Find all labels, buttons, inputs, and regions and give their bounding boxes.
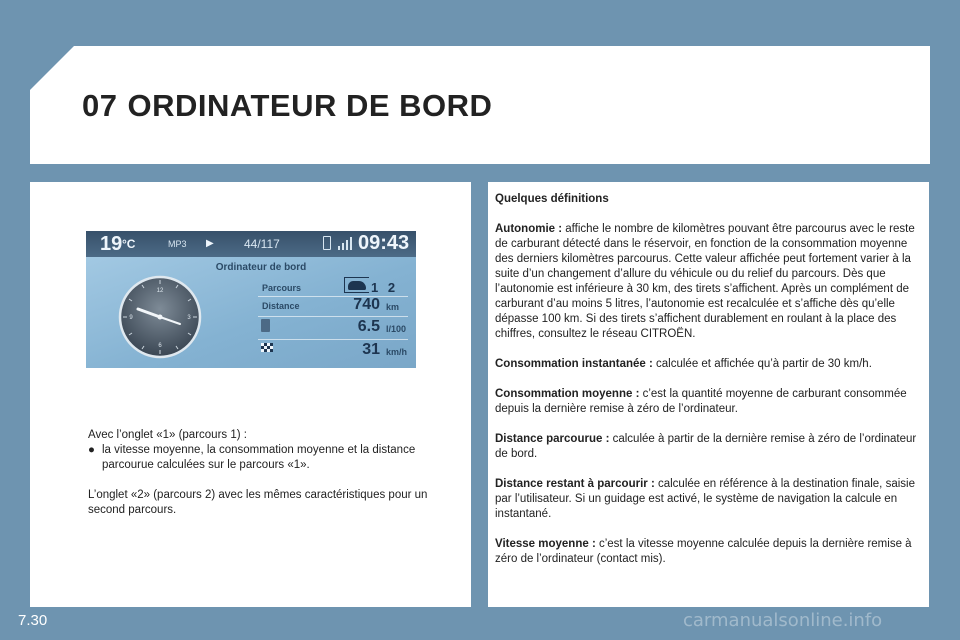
definition-term: Consommation instantanée : — [495, 358, 653, 370]
tab2-text: L’onglet «2» (parcours 2) avec les mêmes caractéristiques pour un second parcours. — [88, 489, 428, 516]
chapter-title-text: ORDINATEUR DE BORD — [127, 88, 493, 123]
route-label: Parcours — [262, 283, 302, 293]
route-tabs: 1 2 — [371, 280, 399, 295]
definition-text: c’est la vitesse moyenne calculée depuis la dernière remise à zéro de l’ordinateur (contact mis). — [495, 538, 912, 565]
onboard-computer-display — [86, 231, 416, 368]
checkered-flag-icon — [261, 343, 273, 352]
temperature-unit: °C — [122, 237, 136, 251]
play-icon: ▶ — [206, 238, 214, 249]
definition-distance-remaining — [495, 477, 925, 522]
audio-source: MP3 — [168, 239, 187, 249]
watermark: carmanualsonline.info — [683, 610, 883, 631]
definition-term: Distance parcourue : — [495, 433, 610, 445]
clock-number-3: 3 — [187, 315, 191, 321]
definition-distance-travelled — [495, 432, 925, 462]
display-separator — [258, 339, 408, 340]
signal-icon — [338, 237, 352, 250]
car-icon-bracket — [344, 277, 369, 293]
fuel-pump-icon — [261, 319, 270, 332]
definition-text: affiche le nombre de kilomètres pouvant être parcourus avec le reste de carburant détecté dans le réservoir, en fonction de la consommation moyenne des derniers kilomètres parcourus. Cette valeur affichée peut fortement varier à la suite d’un changement d’allure du véhicule ou du relief du parcours. Dès que l’autonomie est inférieure à 30 km, des tirets s’affichent. Après un complément de carburant d’au moins 5 litres, l’autonomie est recalculée et s’affiche dès qu’elle dépasse 100 km. Si des tirets s’affichent durablement en roulant à la place des chiffres, consultez le réseau CITROËN. — [495, 223, 915, 340]
analog-clock — [106, 265, 226, 365]
tab1-bullet — [88, 443, 448, 473]
distance-unit: km — [386, 302, 400, 312]
display-separator — [258, 296, 408, 297]
definition-autonomy — [495, 222, 925, 342]
clock-number-9: 9 — [129, 315, 133, 321]
left-panel — [30, 182, 471, 607]
speed-value: 31 — [362, 341, 380, 358]
display-time: 09:43 — [358, 232, 410, 254]
distance-value: 740 — [353, 296, 380, 313]
consumption-value: 6.5 — [357, 318, 380, 335]
definitions — [495, 192, 925, 582]
clock-number-12: 12 — [156, 288, 164, 294]
definition-term: Autonomie : — [495, 223, 563, 235]
display-status-bar — [86, 231, 416, 257]
right-panel — [488, 182, 929, 607]
definition-average-consumption — [495, 387, 925, 417]
display-menu-title: Ordinateur de bord — [215, 262, 307, 273]
definition-term: Vitesse moyenne : — [495, 538, 596, 550]
tab1-intro: Avec l’onglet «1» (parcours 1) : — [88, 429, 247, 441]
definition-average-speed — [495, 537, 925, 567]
distance-label: Distance — [262, 301, 300, 311]
definition-text: calculée et affichée qu’à partir de 30 km/h. — [652, 358, 872, 370]
definition-instant-consumption — [495, 357, 925, 372]
clock-number-6: 6 — [158, 343, 162, 349]
bullet-icon: ● — [88, 444, 95, 456]
chapter-number: 07 — [82, 88, 118, 123]
definition-text: calculée à partir de la dernière remise à zéro de l’ordinateur de bord. — [495, 433, 917, 460]
temperature-value: 19 — [100, 233, 123, 255]
display-separator — [258, 316, 408, 317]
definition-text: calculée en référence à la destination finale, saisie par l’utilisateur. Si un guidage est activé, le système de navigation la calcule en instantané. — [495, 478, 915, 520]
definition-text: c’est la quantité moyenne de carburant consommée depuis la dernière remise à zéro de l’ordinateur. — [495, 388, 907, 415]
tab1-bullet-text: la vitesse moyenne, la consommation moyenne et la distance parcourue calculées sur le parcours «1». — [102, 444, 416, 471]
definition-term: Consommation moyenne : — [495, 388, 640, 400]
definitions-heading: Quelques définitions — [495, 193, 609, 205]
speed-unit: km/h — [386, 347, 408, 357]
tab-instructions — [88, 428, 448, 533]
consumption-unit: l/100 — [386, 324, 407, 334]
track-number: 44/117 — [244, 237, 280, 251]
chapter-title — [82, 88, 492, 124]
phone-icon — [323, 236, 331, 250]
page-number: 7.30 — [18, 612, 48, 629]
definition-term: Distance restant à parcourir : — [495, 478, 655, 490]
